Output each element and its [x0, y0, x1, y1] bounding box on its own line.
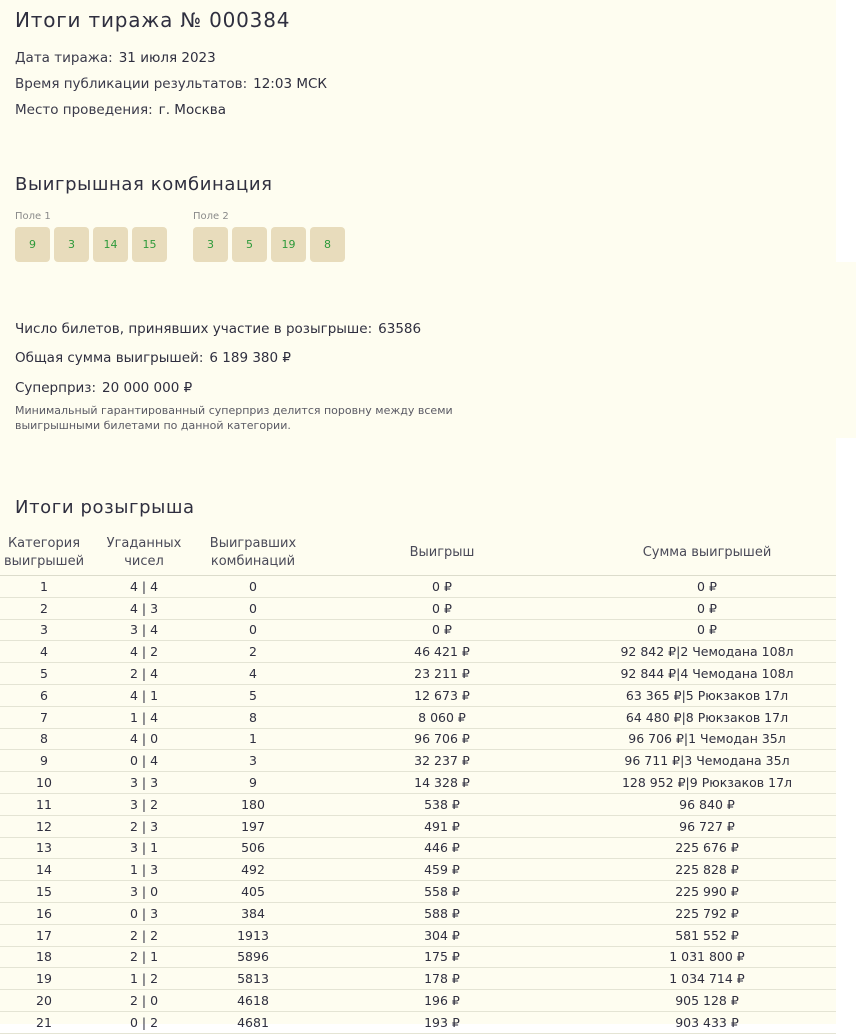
- table-row: [0, 728, 836, 750]
- guessed-cell: 2 | 1: [88, 946, 200, 968]
- table-row: [0, 837, 836, 859]
- table-row: [0, 772, 836, 794]
- table-row: [0, 793, 836, 815]
- prize-cell: 178 ₽: [306, 968, 578, 990]
- table-row: [0, 576, 836, 598]
- combinations-cell: 4618: [200, 990, 306, 1012]
- category-cell: 1: [0, 576, 88, 598]
- category-cell: 21: [0, 1011, 88, 1033]
- total-cell: 225 990 ₽: [578, 881, 836, 903]
- category-cell: 7: [0, 706, 88, 728]
- combinations-cell: 0: [200, 576, 306, 598]
- prize-cell: 12 673 ₽: [306, 684, 578, 706]
- prize-cell: 446 ₽: [306, 837, 578, 859]
- ball: 9: [15, 227, 50, 262]
- category-cell: 2: [0, 597, 88, 619]
- total-cell: 0 ₽: [578, 576, 836, 598]
- table-row: [0, 619, 836, 641]
- guessed-cell: 2 | 2: [88, 924, 200, 946]
- draw-location: [15, 102, 226, 118]
- tickets-label: Число билетов, принявших участие в розыгрыше:: [15, 321, 373, 337]
- table-row: [0, 990, 836, 1012]
- combinations-cell: 8: [200, 706, 306, 728]
- guessed-cell: 4 | 0: [88, 728, 200, 750]
- total-cell: 1 034 714 ₽: [578, 968, 836, 990]
- prize-cell: 0 ₽: [306, 619, 578, 641]
- table-row: [0, 815, 836, 837]
- category-cell: 19: [0, 968, 88, 990]
- category-cell: 18: [0, 946, 88, 968]
- table-header-row: [0, 530, 836, 576]
- guessed-cell: 4 | 1: [88, 684, 200, 706]
- combinations-cell: 5896: [200, 946, 306, 968]
- panel-extension: [836, 262, 856, 438]
- category-cell: 5: [0, 663, 88, 685]
- total-cell: 0 ₽: [578, 619, 836, 641]
- column-header-guessed: Угаданных чисел: [88, 530, 200, 576]
- publish-time-label: Время публикации результатов:: [15, 76, 248, 92]
- total-cell: 64 480 ₽|8 Рюкзаков 17л: [578, 706, 836, 728]
- category-cell: 10: [0, 772, 88, 794]
- field1-balls: [15, 227, 167, 262]
- total-cell: 128 952 ₽|9 Рюкзаков 17л: [578, 772, 836, 794]
- prize-cell: 304 ₽: [306, 924, 578, 946]
- guessed-cell: 3 | 3: [88, 772, 200, 794]
- combinations-cell: 4681: [200, 1011, 306, 1033]
- tickets-value: 63586: [378, 321, 422, 337]
- total-cell: 96 727 ₽: [578, 815, 836, 837]
- field2-label: Поле 2: [193, 211, 229, 222]
- combinations-cell: 3: [200, 750, 306, 772]
- table-row: [0, 663, 836, 685]
- guessed-cell: 0 | 3: [88, 902, 200, 924]
- total-cell: 96 711 ₽|3 Чемодана 35л: [578, 750, 836, 772]
- total-cell: 225 828 ₽: [578, 859, 836, 881]
- column-header-category: Категория выигрышей: [0, 530, 88, 576]
- prize-cell: 538 ₽: [306, 793, 578, 815]
- prize-cell: 491 ₽: [306, 815, 578, 837]
- draw-location-label: Место проведения:: [15, 102, 153, 118]
- ball: 5: [232, 227, 267, 262]
- table-row: [0, 946, 836, 968]
- prize-cell: 0 ₽: [306, 576, 578, 598]
- table-row: [0, 859, 836, 881]
- column-header-total: Сумма выигрышей: [578, 530, 836, 576]
- prize-cell: 0 ₽: [306, 597, 578, 619]
- prize-cell: 46 421 ₽: [306, 641, 578, 663]
- category-cell: 4: [0, 641, 88, 663]
- guessed-cell: 4 | 3: [88, 597, 200, 619]
- prize-cell: 588 ₽: [306, 902, 578, 924]
- category-cell: 15: [0, 881, 88, 903]
- results-table: [0, 530, 836, 1034]
- guessed-cell: 0 | 2: [88, 1011, 200, 1033]
- total-cell: 96 840 ₽: [578, 793, 836, 815]
- table-row: [0, 968, 836, 990]
- prize-cell: 14 328 ₽: [306, 772, 578, 794]
- draw-location-value: г. Москва: [158, 102, 227, 118]
- category-cell: 20: [0, 990, 88, 1012]
- table-row: [0, 706, 836, 728]
- table-row: [0, 597, 836, 619]
- prize-cell: 196 ₽: [306, 990, 578, 1012]
- guessed-cell: 3 | 1: [88, 837, 200, 859]
- tickets-count: [15, 321, 421, 337]
- category-cell: 11: [0, 793, 88, 815]
- category-cell: 8: [0, 728, 88, 750]
- results-heading: Итоги розыгрыша: [15, 497, 195, 518]
- superprize: [15, 380, 192, 396]
- total-cell: 0 ₽: [578, 597, 836, 619]
- prize-cell: 175 ₽: [306, 946, 578, 968]
- combinations-cell: 180: [200, 793, 306, 815]
- page-title: Итоги тиража № 000384: [15, 8, 291, 32]
- combinations-cell: 5813: [200, 968, 306, 990]
- total-cell: 92 842 ₽|2 Чемодана 108л: [578, 641, 836, 663]
- ball: 19: [271, 227, 306, 262]
- table-row: [0, 641, 836, 663]
- guessed-cell: 4 | 4: [88, 576, 200, 598]
- draw-date-value: 31 июля 2023: [118, 50, 216, 66]
- prize-cell: 96 706 ₽: [306, 728, 578, 750]
- total-value: 6 189 380 ₽: [209, 350, 291, 366]
- prize-cell: 8 060 ₽: [306, 706, 578, 728]
- guessed-cell: 0 | 4: [88, 750, 200, 772]
- superprize-label: Суперприз:: [15, 380, 97, 396]
- prize-cell: 558 ₽: [306, 881, 578, 903]
- guessed-cell: 1 | 2: [88, 968, 200, 990]
- ball: 3: [193, 227, 228, 262]
- total-cell: 905 128 ₽: [578, 990, 836, 1012]
- category-cell: 13: [0, 837, 88, 859]
- draw-date-label: Дата тиража:: [15, 50, 113, 66]
- prize-cell: 459 ₽: [306, 859, 578, 881]
- superprize-note: Минимальный гарантированный суперприз делится поровну между всеми выигрышными билетами по данной категории.: [15, 404, 453, 432]
- table-row: [0, 881, 836, 903]
- superprize-value: 20 000 000 ₽: [102, 380, 193, 396]
- guessed-cell: 2 | 0: [88, 990, 200, 1012]
- category-cell: 16: [0, 902, 88, 924]
- guessed-cell: 3 | 2: [88, 793, 200, 815]
- combinations-cell: 405: [200, 881, 306, 903]
- total-cell: 92 844 ₽|4 Чемодана 108л: [578, 663, 836, 685]
- category-cell: 17: [0, 924, 88, 946]
- ball: 3: [54, 227, 89, 262]
- guessed-cell: 1 | 3: [88, 859, 200, 881]
- combinations-cell: 197: [200, 815, 306, 837]
- combinations-cell: 0: [200, 597, 306, 619]
- total-cell: 225 792 ₽: [578, 902, 836, 924]
- combinations-cell: 1913: [200, 924, 306, 946]
- guessed-cell: 1 | 4: [88, 706, 200, 728]
- prize-cell: 193 ₽: [306, 1011, 578, 1033]
- draw-date: [15, 50, 216, 66]
- combinations-cell: 9: [200, 772, 306, 794]
- table-row: [0, 750, 836, 772]
- field2-balls: [193, 227, 345, 262]
- column-header-combinations: Выигравших комбинаций: [200, 530, 306, 576]
- category-cell: 6: [0, 684, 88, 706]
- guessed-cell: 2 | 3: [88, 815, 200, 837]
- ball: 8: [310, 227, 345, 262]
- category-cell: 9: [0, 750, 88, 772]
- total-cell: 1 031 800 ₽: [578, 946, 836, 968]
- table-row: [0, 902, 836, 924]
- total-cell: 96 706 ₽|1 Чемодан 35л: [578, 728, 836, 750]
- guessed-cell: 3 | 0: [88, 881, 200, 903]
- combination-heading: Выигрышная комбинация: [15, 174, 273, 195]
- table-row: [0, 1011, 836, 1033]
- results-table-body: [0, 576, 836, 1034]
- prize-cell: 23 211 ₽: [306, 663, 578, 685]
- publish-time-value: 12:03 МСК: [253, 76, 327, 92]
- guessed-cell: 2 | 4: [88, 663, 200, 685]
- category-cell: 12: [0, 815, 88, 837]
- combinations-cell: 1: [200, 728, 306, 750]
- table-row: [0, 924, 836, 946]
- combinations-cell: 506: [200, 837, 306, 859]
- total-label: Общая сумма выигрышей:: [15, 350, 204, 366]
- table-row: [0, 684, 836, 706]
- total-cell: 903 433 ₽: [578, 1011, 836, 1033]
- category-cell: 3: [0, 619, 88, 641]
- ball: 15: [132, 227, 167, 262]
- combinations-cell: 0: [200, 619, 306, 641]
- total-cell: 581 552 ₽: [578, 924, 836, 946]
- publish-time: [15, 76, 327, 92]
- column-header-prize: Выигрыш: [306, 530, 578, 576]
- combinations-cell: 384: [200, 902, 306, 924]
- combinations-cell: 2: [200, 641, 306, 663]
- field1-label: Поле 1: [15, 211, 51, 222]
- guessed-cell: 3 | 4: [88, 619, 200, 641]
- category-cell: 14: [0, 859, 88, 881]
- guessed-cell: 4 | 2: [88, 641, 200, 663]
- prize-cell: 32 237 ₽: [306, 750, 578, 772]
- ball: 14: [93, 227, 128, 262]
- total-cell: 63 365 ₽|5 Рюкзаков 17л: [578, 684, 836, 706]
- combinations-cell: 5: [200, 684, 306, 706]
- combinations-cell: 4: [200, 663, 306, 685]
- combinations-cell: 492: [200, 859, 306, 881]
- total-winnings: [15, 350, 291, 366]
- total-cell: 225 676 ₽: [578, 837, 836, 859]
